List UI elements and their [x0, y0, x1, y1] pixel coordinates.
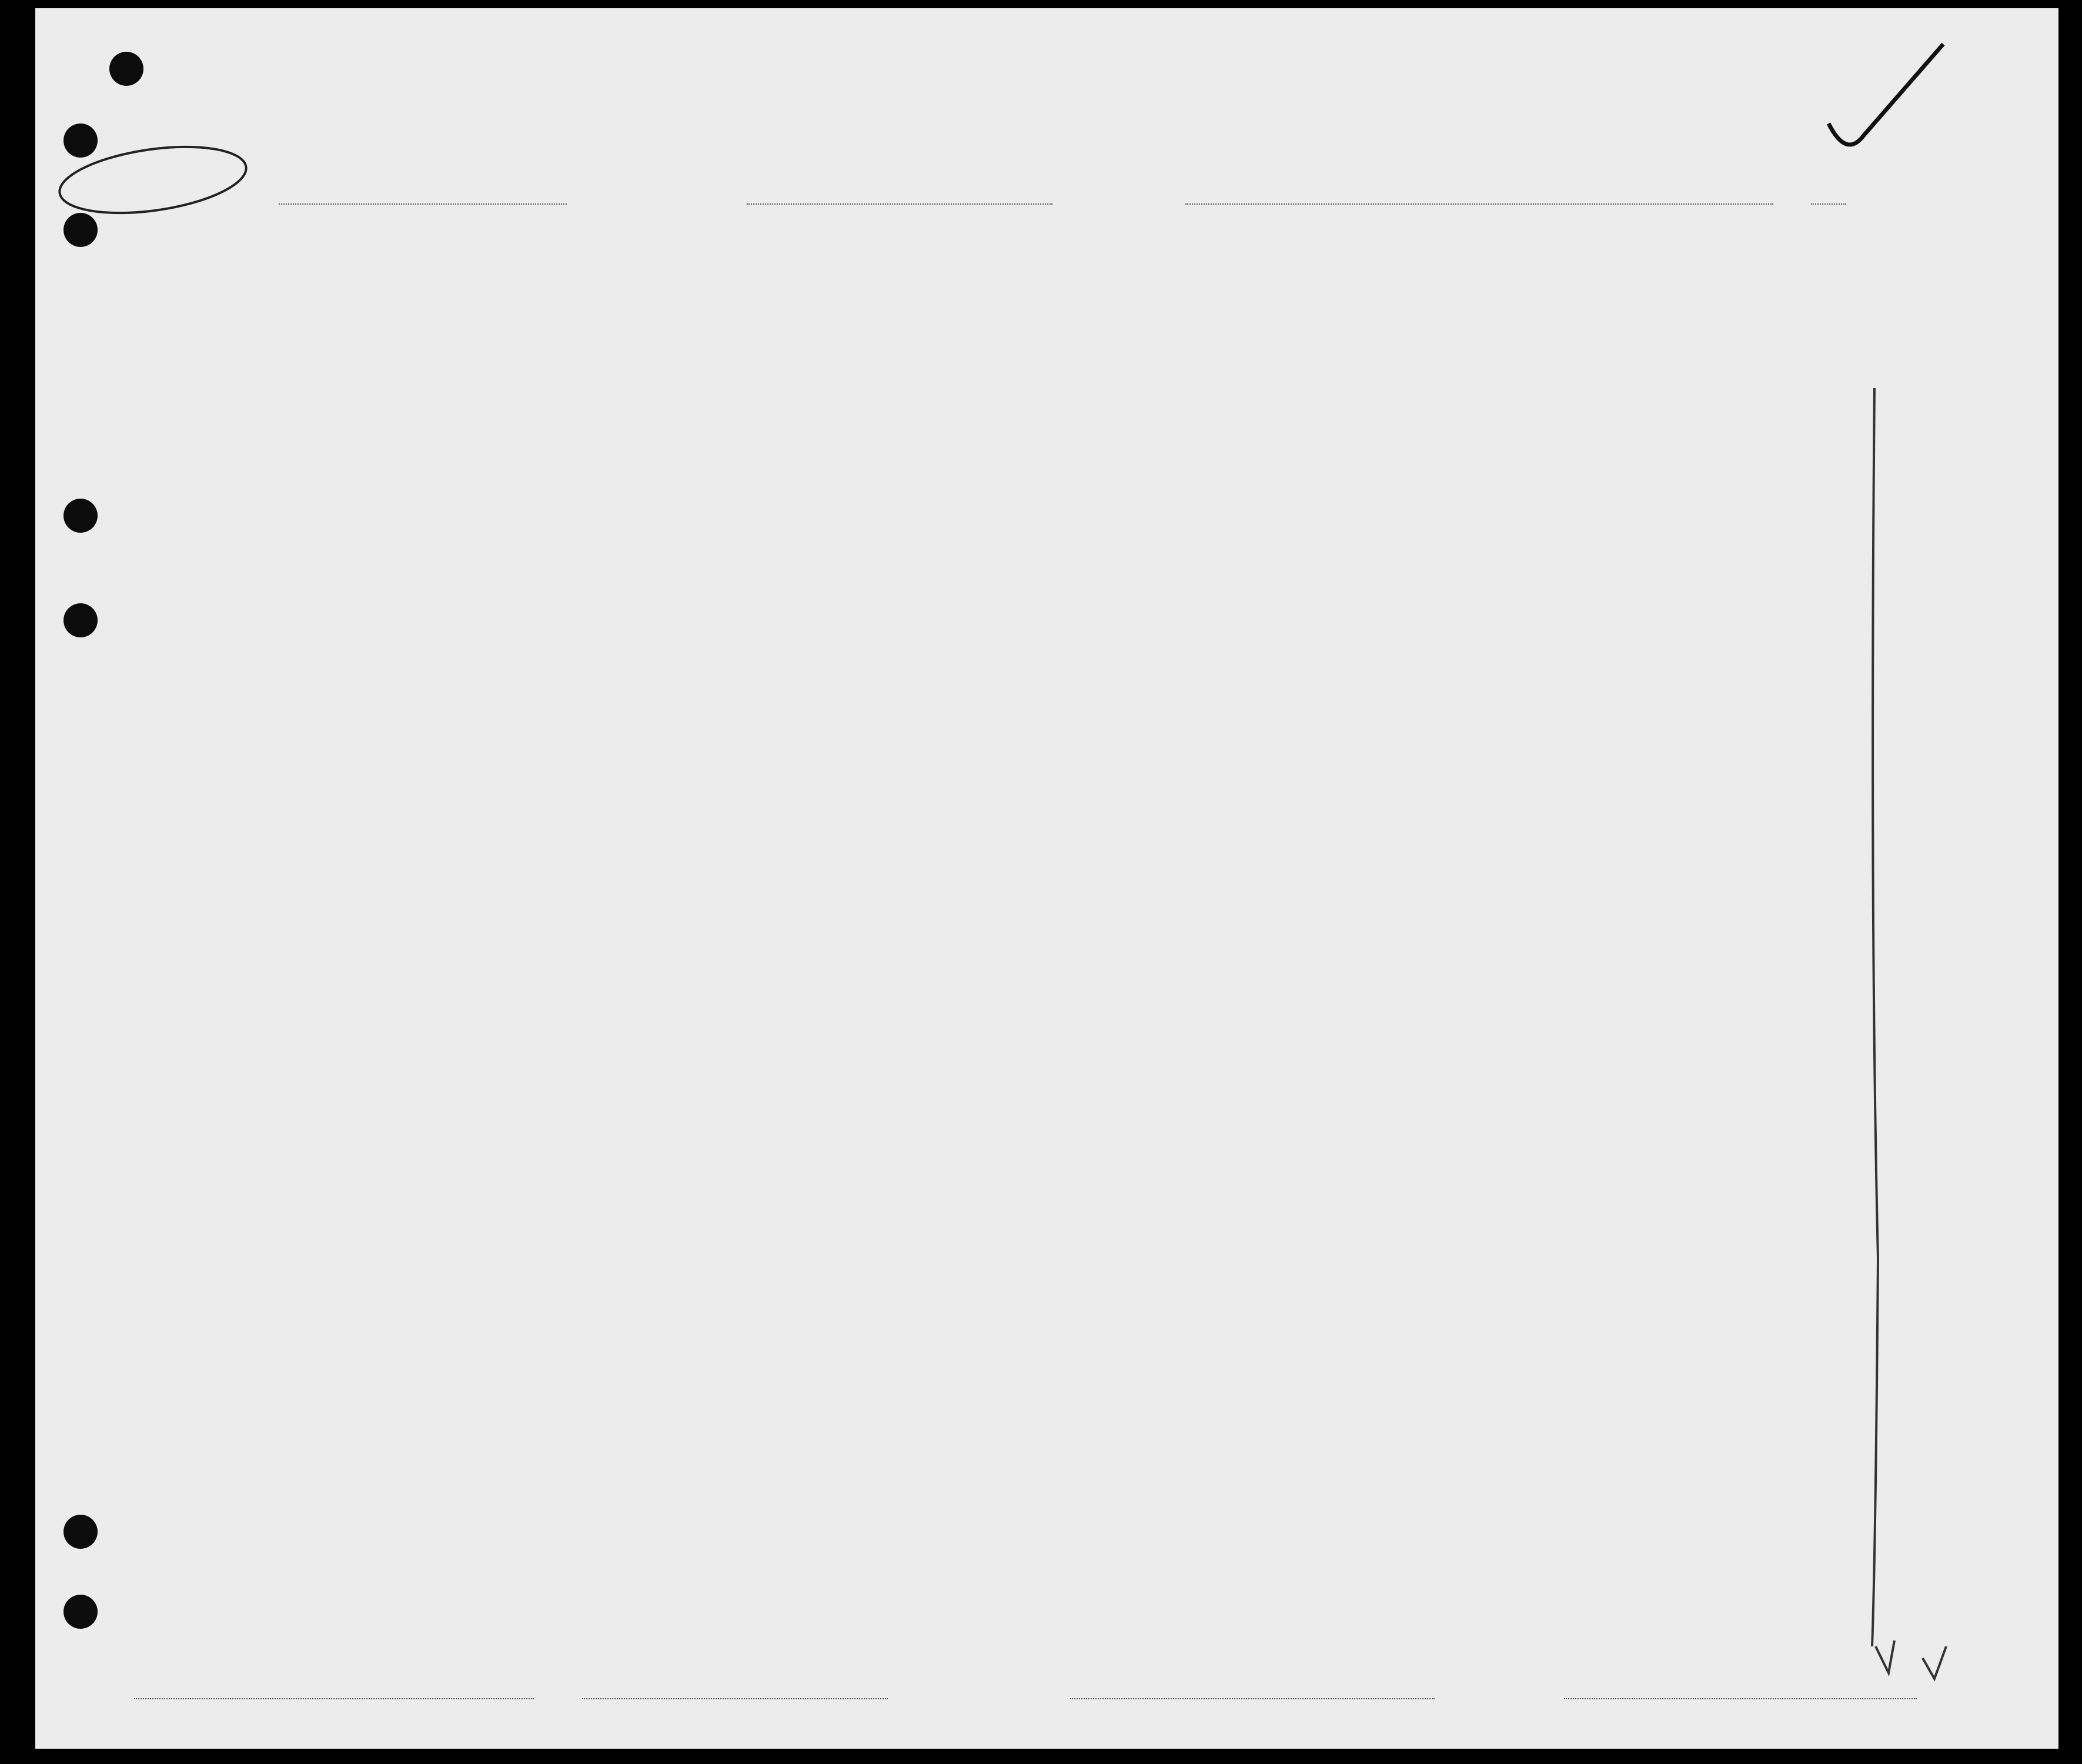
- officer-fill: [1564, 1698, 1917, 1699]
- service-tick-marks: [576, 353, 694, 1682]
- inspector-pencil-line-icon: [1852, 376, 1970, 1693]
- agents-fill: [1070, 1698, 1435, 1699]
- owners-fill: [582, 1698, 888, 1699]
- line-fill: [134, 1698, 534, 1699]
